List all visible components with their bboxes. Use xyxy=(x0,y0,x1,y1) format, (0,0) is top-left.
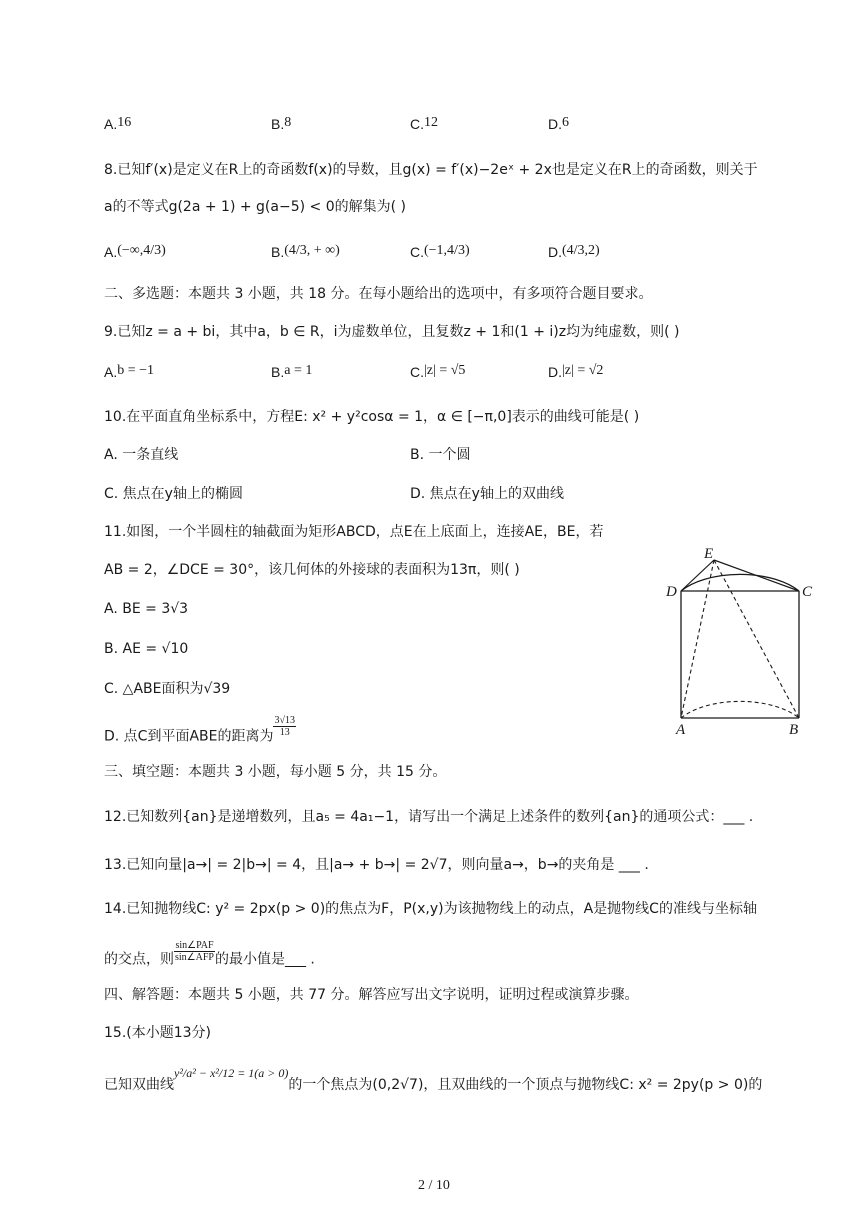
q12-stem: 12.已知数列{an}是递增数列，且a₅ = 4a₁−1，请写出一个满足上述条件的数列{an}的通项公式：___ . xyxy=(104,809,754,825)
fig-label-d: D xyxy=(666,584,677,600)
q11-option-c: C. △ABE面积为√39 xyxy=(104,681,231,697)
q10-option-a: A. 一条直线 xyxy=(104,447,179,463)
q10-stem: 10.在平面直角坐标系中，方程E: x² + y²cosα = 1，α ∈ [−π,0]表示的曲线可能是( ) xyxy=(104,409,640,425)
q10-option-b: B. 一个圆 xyxy=(410,447,471,463)
q8-stem-line1: 8.已知f′(x)是定义在R上的奇函数f(x)的导数，且g(x) = f′(x)−2eˣ + 2x也是定义在R上的奇函数，则关于 xyxy=(104,162,758,178)
q8-option-b: B.(4/3, + ∞) xyxy=(271,243,340,260)
fig-label-e: E xyxy=(704,546,714,562)
q11-stem-line2: AB = 2，∠DCE = 30°，该几何体的外接球的表面积为13π，则( ) xyxy=(104,562,520,578)
q11-option-d: D. 点C到平面ABE的距离为 $\frac{3√13}{13}$ xyxy=(104,715,295,745)
q11-option-a: A. BE = 3√3 xyxy=(104,601,189,617)
q8-option-c: C.(−1,4/3) xyxy=(410,243,470,260)
q8-option-d: D.(4/3,2) xyxy=(548,243,600,260)
q8-option-a: A.(−∞,4/3) xyxy=(104,243,166,260)
q14-stem-line2: 的交点，则 $\frac{\text{sin∠PAF}}{\text{sin∠AFP}}$ 的最小值是___ . xyxy=(104,940,315,968)
section-4-heading: 四、解答题：本题共 5 小题，共 77 分。解答应写出文字说明，证明过程或演算步骤。 xyxy=(104,987,639,1003)
q8-stem-line2: a的不等式g(2a + 1) + g(a−5) < 0的解集为( ) xyxy=(104,199,406,215)
q9-option-a: A.b = −1 xyxy=(104,363,155,380)
half-cylinder-figure xyxy=(660,540,820,740)
section-2-heading: 二、多选题：本题共 3 小题，共 18 分。在每小题给出的选项中，有多项符合题目要求。 xyxy=(104,286,653,302)
fig-label-b: B xyxy=(789,722,799,738)
q9-option-b: B.a = 1 xyxy=(271,363,313,380)
q15-stem: 已知双曲线y²/a² − x²/12 = 1(a > 0)的一个焦点为(0,2√7)，且双曲线的一个顶点与抛物线C: x² = 2py(p > 0)的 xyxy=(104,1066,763,1093)
q15-heading: 15.(本小题13分) xyxy=(104,1025,212,1041)
q9-stem: 9.已知z = a + bi，其中a，b ∈ R，i为虚数单位，且复数z + 1和(1 + i)z均为纯虚数，则( ) xyxy=(104,324,680,340)
q7-option-b: B.8 xyxy=(271,115,292,132)
page-number: 2 / 10 xyxy=(418,1178,450,1193)
q9-option-d: D.|z| = √2 xyxy=(548,363,604,380)
q14-stem-line1: 14.已知抛物线C: y² = 2px(p > 0)的焦点为F，P(x,y)为该抛物线上的动点，A是抛物线C的准线与坐标轴 xyxy=(104,901,757,917)
q10-option-d: D. 焦点在y轴上的双曲线 xyxy=(410,486,564,502)
q7-option-d: D.6 xyxy=(548,115,569,132)
section-3-heading: 三、填空题：本题共 3 小题，每小题 5 分，共 15 分。 xyxy=(104,764,447,780)
q7-option-c: C.12 xyxy=(410,115,438,132)
fig-label-c: C xyxy=(802,584,813,600)
q11-stem-line1: 11.如图，一个半圆柱的轴截面为矩形ABCD，点E在上底面上，连接AE，BE，若 xyxy=(104,524,604,540)
fig-label-a: A xyxy=(676,722,686,738)
q10-option-c: C. 焦点在y轴上的椭圆 xyxy=(104,486,243,502)
q9-option-c: C.|z| = √5 xyxy=(410,363,466,380)
q11-option-b: B. AE = √10 xyxy=(104,641,189,657)
q7-option-a: A.16 xyxy=(104,115,132,132)
q13-stem: 13.已知向量|a→| = 2|b→| = 4，且|a→ + b→| = 2√7，则向量a→，b→的夹角是 ___ . xyxy=(104,857,649,873)
